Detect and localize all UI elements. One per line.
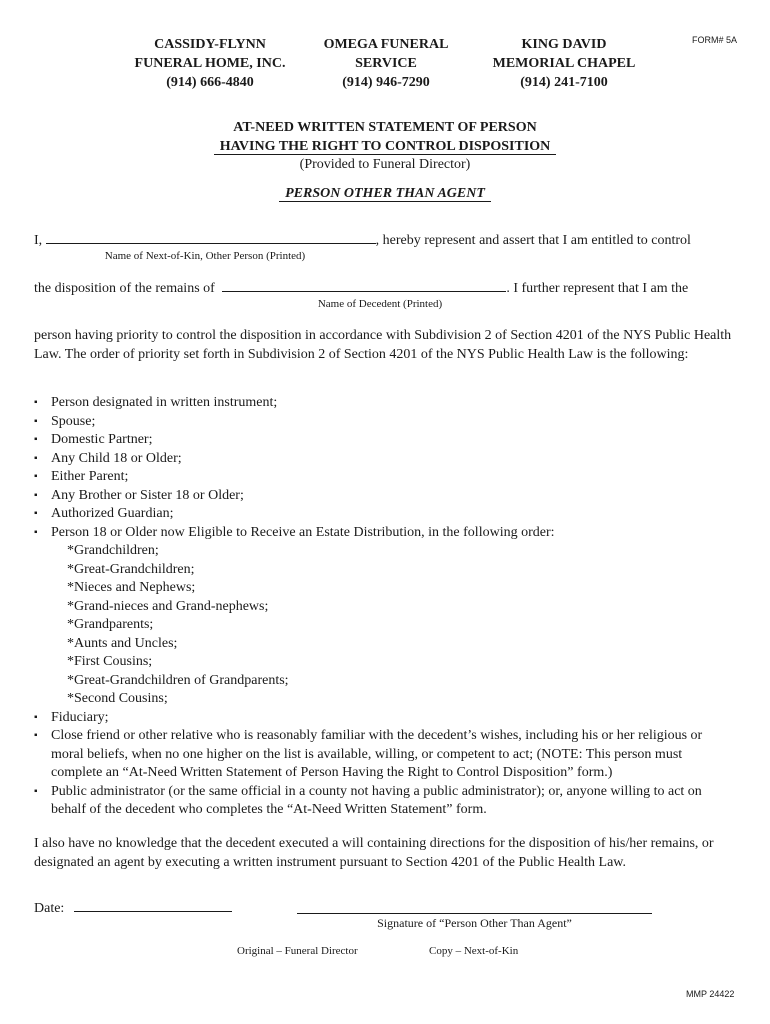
date-field[interactable]	[74, 899, 232, 912]
subtitle: PERSON OTHER THAN AGENT	[279, 186, 491, 202]
home-name-line: OMEGA FUNERAL	[323, 37, 449, 52]
closing-paragraph: I also have no knowledge that the decedent executed a will containing directions for the disposition of his/her remains, or designated an agent by executing a written instrument pursuant to Section 4201 of the Public Health Law.	[34, 836, 714, 870]
list-item-text: Public administrator (or the same official in a county not having a public administrator); or, anyone willing to act on behalf of the decedent who completes the “At-Need Written Statement” form.	[51, 783, 702, 817]
list-item-text: Spouse;	[51, 413, 96, 429]
date-row	[34, 899, 232, 917]
funeral-home-omega	[296, 35, 476, 92]
list-item	[34, 468, 734, 487]
list-item	[34, 783, 734, 820]
home-name-line: KING DAVID	[521, 37, 607, 52]
represent-text: , hereby represent and assert that I am entitled to control	[375, 233, 691, 248]
signature-caption: Signature of “Person Other Than Agent”	[377, 916, 572, 930]
list-item-text: Person 18 or Older now Eligible to Receive an Estate Distribution, in the following order:	[51, 524, 555, 540]
decedent-caption: Name of Decedent (Printed)	[317, 298, 443, 310]
bullet: ▪	[34, 471, 38, 482]
bullet: ▪	[34, 434, 38, 445]
estate-order-list	[51, 542, 734, 709]
estate-order-item: *Aunts and Uncles;	[67, 635, 178, 651]
list-item	[34, 431, 734, 450]
date-label: Date:	[34, 901, 65, 916]
list-item-text: Authorized Guardian;	[51, 506, 174, 521]
estate-order-item: *First Cousins;	[67, 654, 153, 669]
estate-order-item: *Second Cousins;	[67, 691, 168, 706]
estate-order-item: *Nieces and Nephews;	[67, 580, 196, 595]
home-name-line: FUNERAL HOME, INC.	[134, 56, 286, 71]
estate-order-item: *Great-Grandchildren;	[67, 561, 195, 577]
footer-code: MMP 24422	[686, 989, 735, 999]
list-item-text: Any Child 18 or Older;	[51, 450, 182, 466]
list-item-text: Person designated in written instrument;	[51, 395, 278, 410]
subtitle-wrap	[0, 186, 770, 202]
distribution-copy: Copy – Next-of-Kin	[429, 945, 519, 957]
estate-order-item: *Grandchildren;	[67, 543, 159, 558]
list-item-text: Either Parent;	[51, 469, 129, 484]
list-item	[34, 709, 734, 728]
funeral-home-king-david	[474, 35, 654, 92]
list-item-text: Any Brother or Sister 18 or Older;	[51, 487, 244, 503]
home-phone: (914) 666-4840	[166, 75, 254, 90]
priority-list	[34, 394, 734, 820]
home-name-line: CASSIDY-FLYNN	[154, 37, 266, 52]
list-item-text: Domestic Partner;	[51, 432, 153, 447]
further-text: . I further represent that I am the	[506, 281, 689, 296]
list-item	[34, 505, 734, 524]
i-prefix: I,	[34, 233, 43, 248]
statement-line-2	[34, 279, 688, 297]
funeral-home-cassidy-flynn	[110, 35, 310, 92]
bullet: ▪	[34, 526, 38, 538]
list-item	[34, 727, 734, 783]
list-item-text: Close friend or other relative who is reasonably familiar with the decedent’s wishes, including his or her religious or moral beliefs, when no one higher on the list is available, willing, or competent to act; (NOTE: This person must complete an “At-Need Written Statement of Person Having the Right to Control Disposition” form.)	[51, 728, 703, 780]
form-number: FORM# 5A	[692, 35, 738, 45]
bullet: ▪	[34, 415, 38, 427]
bullet: ▪	[34, 508, 38, 519]
estate-order-item: *Great-Grandchildren of Grandparents;	[67, 672, 289, 688]
provided-note: (Provided to Funeral Director)	[299, 157, 471, 172]
list-item	[34, 450, 734, 469]
bullet: ▪	[34, 785, 38, 797]
next-of-kin-caption: Name of Next-of-Kin, Other Person (Printed)	[104, 250, 306, 262]
estate-order-item: *Grandparents;	[67, 617, 154, 632]
statement-line-1	[34, 231, 691, 249]
distribution-original: Original – Funeral Director	[237, 945, 358, 957]
signature-field[interactable]	[297, 899, 652, 914]
home-name-line: SERVICE	[355, 56, 417, 71]
next-of-kin-name-field[interactable]	[46, 231, 376, 244]
bullet: ▪	[34, 489, 38, 501]
bullet: ▪	[34, 730, 38, 741]
bullet: ▪	[34, 397, 38, 408]
list-item	[34, 487, 734, 506]
document-title	[0, 118, 770, 156]
bullet: ▪	[34, 452, 38, 464]
decedent-name-field[interactable]	[222, 279, 506, 292]
list-item	[34, 394, 734, 413]
list-item-text: Fiduciary;	[51, 709, 109, 725]
title-line-1: AT-NEED WRITTEN STATEMENT OF PERSON	[233, 120, 537, 135]
home-phone: (914) 241-7100	[520, 75, 608, 90]
home-name-line: MEMORIAL CHAPEL	[492, 56, 636, 71]
home-phone: (914) 946-7290	[342, 75, 430, 90]
remains-prefix: the disposition of the remains of	[34, 281, 215, 296]
title-line-2: HAVING THE RIGHT TO CONTROL DISPOSITION	[214, 139, 557, 155]
priority-paragraph: person having priority to control the disposition in accordance with Subdivision 2 of Section 4201 of the NYS Public Health Law. The order of priority set forth in Subdivision 2 of Section 4201 of the NYS Public Health Law is the following:	[34, 328, 732, 362]
bullet: ▪	[34, 711, 38, 723]
estate-order-item: *Grand-nieces and Grand-nephews;	[67, 598, 269, 614]
list-item	[34, 413, 734, 432]
list-item	[34, 524, 734, 709]
